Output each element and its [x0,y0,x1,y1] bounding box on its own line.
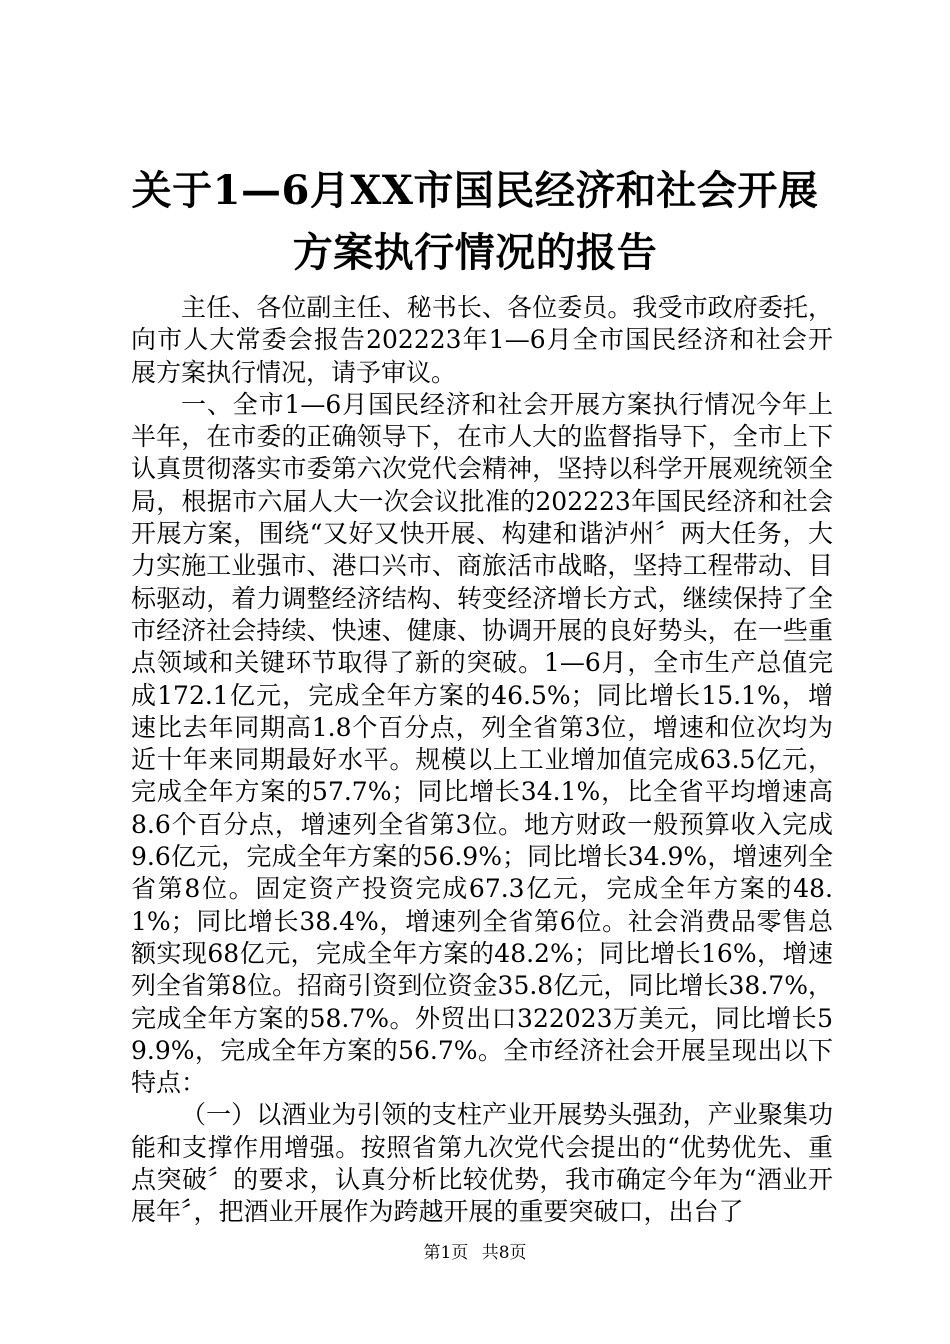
page-total: 共8页 [481,1243,527,1263]
document-body [131,292,833,1229]
paragraph-subsection-one: （一）以酒业为引领的支柱产业开展势头强劲，产业聚集功能和支撑作用增强。按照省第九次党代会提出的“优势优先、重点突破〞的要求，认真分析比较优势，我市确定今年为“酒业开展年〞，把酒业开展作为跨越开展的重要突破口，出台了 [131,1100,833,1227]
document-title: 关于1—6月XX市国民经济和社会开展方案执行情况的报告 [131,167,819,276]
page-footer [0,1242,950,1264]
page-number: 第1页 [423,1243,469,1263]
paragraph-opening: 主任、各位副主任、秘书长、各位委员。我受市政府委托，向市人大常委会报告202223年1—6月全市国民经济和社会开展方案执行情况，请予审议。 [131,293,833,387]
paragraph-section-one: 一、全市1—6月国民经济和社会开展方案执行情况今年上半年，在市委的正确领导下，在市人大的监督指导下，全市上下认真贯彻落实市委第六次党代会精神，坚持以科学开展观统领全局，根据市六届人大一次会议批准的202223年国民经济和社会开展方案，围绕“又好又快开展、构建和谐泸州〞两大任务，大力实施工业强市、港口兴市、商旅活市战略，坚持工程带动、目标驱动，着力调整经济结构、转变经济增长方式，继续保持了全市经济社会持续、快速、健康、协调开展的良好势头，在一些重点领域和关键环节取得了新的突破。1—6月，全市生产总值完成172.1亿元，完成全年方案的46.5%；同比增长15.1%，增速比去年同期高1.8个百分点，列全省第3位，增速和位次均为近十年来同期最好水平。规模以上工业增加值完成63.5亿元，完成全年方案的57.7%；同比增长34.1%，比全省平均增速高8.6个百分点，增速列全省第3位。地方财政一般预算收入完成9.6亿元，完成全年方案的56.9%；同比增长34.9%，增速列全省第8位。固定资产投资完成67.3亿元，完成全年方案的48.1%；同比增长38.4%，增速列全省第6位。社会消费品零售总额实现68亿元，完成全年方案的48.2%；同比增长16%，增速列全省第8位。招商引资到位资金35.8亿元，同比增长38.7%，完成全年方案的58.7%。外贸出口322023万美元，同比增长59.9%，完成全年方案的56.7%。全市经济社会开展呈现出以下特点： [131,389,833,1098]
